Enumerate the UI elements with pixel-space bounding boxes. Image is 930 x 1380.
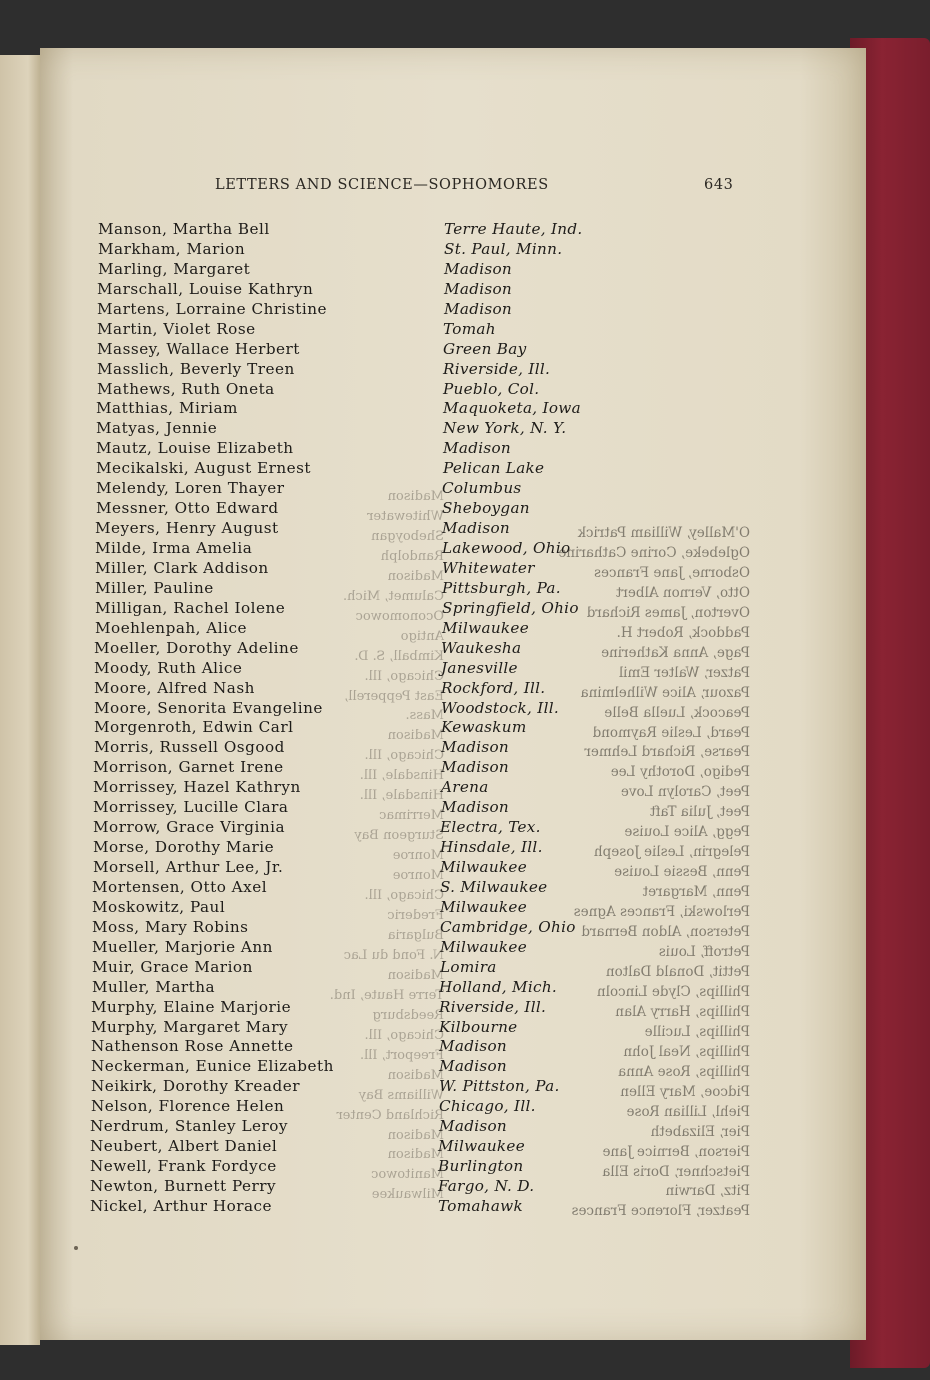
student-hometown: Springfield, Ohio — [442, 598, 579, 617]
student-name: Massey, Wallace Herbert — [97, 339, 300, 358]
ghost-line: Pegg, Alice Louise — [624, 824, 750, 841]
student-name: Morse, Dorothy Marie — [93, 838, 275, 857]
student-name: Morrison, Garnet Irene — [93, 758, 284, 777]
list-item — [0, 1137, 930, 1157]
list-item — [0, 878, 930, 898]
ghost-line: Peard, Leslie Raymond — [592, 724, 750, 741]
ghost-line: Hinsdale, Ill. — [359, 788, 444, 804]
ghost-line: Oconomowoc — [355, 608, 444, 624]
student-name: Marschall, Louise Kathryn — [97, 279, 314, 298]
student-hometown: Burlington — [438, 1157, 524, 1176]
ghost-line: Hinsdale, Ill. — [359, 768, 444, 784]
ghost-line: Pitz, Darwin — [665, 1183, 750, 1200]
student-name: Miller, Pauline — [95, 578, 214, 597]
ghost-line: Madison — [387, 1147, 444, 1163]
ghost-line: Paddock, Robert H. — [616, 624, 750, 641]
student-hometown: Madison — [444, 299, 513, 318]
ghost-line: Phillips, Neal John — [623, 1043, 750, 1060]
list-item — [0, 399, 930, 419]
student-name: Neikirk, Dorothy Kreader — [91, 1077, 300, 1096]
ghost-line: Pelegrin, Leslie Joseph — [593, 844, 750, 861]
list-item — [0, 579, 930, 599]
ghost-line: Antigo — [400, 628, 444, 644]
student-list — [0, 220, 930, 1217]
list-item — [0, 559, 930, 579]
student-name: Nathenson Rose Annette — [91, 1037, 294, 1056]
student-hometown: Milwaukee — [440, 858, 527, 876]
list-item — [0, 838, 930, 858]
student-hometown: Pueblo, Col. — [443, 379, 540, 398]
ghost-line: Madison — [387, 568, 444, 584]
student-hometown: Milwaukee — [440, 937, 527, 956]
list-item — [0, 699, 930, 719]
student-name: Martens, Lorraine Christine — [97, 299, 327, 318]
list-item — [0, 1077, 930, 1097]
student-hometown: Maquoketa, Iowa — [443, 399, 581, 418]
ghost-line: Sheboygan — [371, 528, 444, 544]
student-hometown: Pelican Lake — [443, 459, 545, 478]
list-item — [0, 858, 930, 878]
student-name: Newell, Frank Fordyce — [90, 1157, 277, 1176]
list-item — [0, 599, 930, 619]
ghost-line: Page, Anna Katherine — [601, 644, 750, 661]
list-item — [0, 539, 930, 559]
student-hometown: Milwaukee — [442, 618, 529, 637]
ghost-line: East Pepperell, Mass. — [344, 688, 444, 724]
student-hometown: Lakewood, Ohio — [442, 539, 571, 557]
ghost-line: Madison — [387, 489, 444, 504]
student-name: Manson, Martha Bell — [98, 220, 270, 238]
list-item — [0, 1117, 930, 1137]
student-name: Milligan, Rachel Iolene — [95, 598, 286, 617]
list-item — [0, 619, 930, 639]
ghost-line: Madison — [387, 1127, 444, 1143]
student-hometown: Madison — [442, 519, 511, 538]
student-hometown: Fargo, N. D. — [438, 1177, 535, 1195]
list-item — [0, 758, 930, 778]
student-name: Messner, Otto Edward — [96, 499, 279, 518]
ghost-line: Piehl, Lillian Rose — [626, 1103, 750, 1120]
student-name: Murphy, Margaret Mary — [91, 1017, 289, 1036]
student-hometown: Holland, Mich. — [439, 977, 558, 996]
student-hometown: Madison — [444, 279, 513, 298]
student-name: Morrissey, Hazel Kathryn — [93, 778, 301, 797]
list-item — [0, 260, 930, 280]
list-item — [0, 679, 930, 699]
ghost-line: Overton, James Richard — [586, 604, 750, 621]
student-hometown: Riverside, Ill. — [439, 997, 547, 1016]
ghost-line: Penn, Margaret — [642, 884, 750, 901]
ghost-line: Calumet, Mich. — [343, 588, 444, 604]
ghost-line: Petroff, Louis — [658, 944, 750, 961]
ghost-line: Pier, Elizabeth — [650, 1123, 750, 1140]
student-name: Marling, Margaret — [98, 259, 251, 278]
list-item — [0, 738, 930, 758]
ghost-line: Manitowoc — [371, 1167, 444, 1183]
student-hometown: Madison — [443, 439, 512, 458]
list-item — [0, 918, 930, 938]
student-hometown: Whitewater — [442, 558, 535, 577]
student-hometown: S. Milwaukee — [440, 877, 548, 896]
student-hometown: Terre Haute, Ind. — [444, 220, 583, 238]
list-item — [0, 220, 930, 240]
list-item — [0, 659, 930, 679]
list-item — [0, 439, 930, 459]
student-hometown: Tomah — [443, 319, 496, 338]
ghost-line: Frederic — [387, 908, 444, 924]
student-name: Meyers, Henry August — [95, 519, 279, 538]
student-name: Morgenroth, Edwin Carl — [94, 718, 294, 737]
student-hometown: Madison — [441, 738, 510, 757]
ghost-line: Kimball, S. D. — [354, 648, 444, 664]
list-item — [0, 479, 930, 499]
student-name: Martin, Violet Rose — [97, 319, 256, 338]
list-item — [0, 1097, 930, 1117]
list-item — [0, 998, 930, 1018]
student-hometown: Madison — [441, 798, 510, 817]
ghost-line: Pierson, Bernice Jane — [602, 1143, 750, 1160]
student-hometown: Kewaskum — [441, 718, 527, 737]
student-hometown: Riverside, Ill. — [443, 359, 551, 378]
list-item — [0, 818, 930, 838]
ghost-line: Osborne, Jane Frances — [594, 564, 750, 581]
list-item — [0, 380, 930, 400]
list-item — [0, 320, 930, 340]
student-hometown: Chicago, Ill. — [439, 1097, 536, 1116]
ghost-line: Madison — [387, 1067, 444, 1083]
student-hometown: Madison — [439, 1057, 508, 1076]
student-name: Nelson, Florence Helen — [91, 1097, 285, 1116]
student-name: Melendy, Loren Thayer — [96, 479, 285, 498]
student-hometown: Madison — [444, 259, 513, 278]
student-name: Moeller, Dorothy Adeline — [94, 638, 299, 657]
ghost-line: Freeport, Ill. — [359, 1047, 444, 1063]
ghost-line: Pearse, Richard Lehmer — [584, 744, 750, 761]
list-item — [0, 778, 930, 798]
show-through-left — [324, 487, 444, 1205]
student-name: Muller, Martha — [92, 977, 216, 996]
ghost-line: Phillips, Harry Alan — [615, 1003, 750, 1020]
list-item — [0, 718, 930, 738]
ghost-line: Merrimac — [379, 808, 444, 824]
list-item — [0, 340, 930, 360]
list-item — [0, 639, 930, 659]
ghost-line: Pietschner, Doris Ella — [602, 1163, 750, 1180]
list-item — [0, 419, 930, 439]
ghost-line: Peatzer, Florence Frances — [571, 1203, 750, 1220]
ghost-line: Peet, Julia Taft — [650, 804, 750, 821]
student-name: Murphy, Elaine Marjorie — [91, 997, 292, 1016]
student-name: Nickel, Arthur Horace — [90, 1196, 273, 1215]
ghost-line: O'Malley, William Patrick — [577, 525, 750, 541]
list-item — [0, 519, 930, 539]
student-name: Moore, Alfred Nash — [94, 678, 255, 697]
list-item — [0, 240, 930, 260]
student-hometown: Pittsburgh, Pa. — [442, 578, 561, 597]
student-name: Mecikalski, August Ernest — [96, 459, 312, 478]
student-name: Muir, Grace Marion — [92, 957, 253, 976]
ghost-line: Reedsburg — [372, 1007, 444, 1023]
list-item — [0, 459, 930, 479]
ghost-line: Randolph — [380, 548, 444, 564]
ghost-line: Chicago, Ill. — [364, 748, 444, 764]
page-speck — [74, 1246, 78, 1250]
student-name: Mortensen, Otto Axel — [92, 877, 268, 896]
student-name: Matthias, Miriam — [96, 399, 238, 418]
ghost-line: Whitewater — [367, 508, 444, 524]
student-name: Morsell, Arthur Lee, Jr. — [93, 858, 284, 876]
student-name: Morrissey, Lucille Clara — [93, 798, 289, 817]
ghost-line: Phillips, Clyde Lincoln — [596, 983, 750, 1000]
list-item — [0, 1018, 930, 1038]
ghost-line: Madison — [387, 967, 444, 983]
ghost-line: Williams Bay — [358, 1087, 444, 1103]
ghost-line: Bulgaria — [387, 927, 444, 943]
ghost-line: Oglebeke, Corine Catharine — [558, 544, 750, 561]
student-name: Moss, Mary Robins — [92, 917, 249, 936]
student-name: Matyas, Jennie — [96, 419, 218, 438]
student-hometown: Woodstock, Ill. — [441, 698, 560, 717]
student-hometown: Tomahawk — [438, 1196, 523, 1215]
list-item — [0, 1157, 930, 1177]
ghost-line: Sturgeon Bay — [354, 828, 444, 844]
student-hometown: Hinsdale, Ill. — [440, 838, 543, 857]
ghost-line: Richland Center — [336, 1107, 444, 1123]
page-number: 643 — [704, 177, 734, 193]
student-hometown: Madison — [439, 1037, 508, 1056]
ghost-line: Pettit, Donald Dalton — [605, 963, 750, 980]
ghost-line: N. Fond du Lac — [343, 947, 444, 963]
list-item — [0, 1037, 930, 1057]
student-hometown: New York, N. Y. — [443, 419, 567, 438]
student-name: Moskowitz, Paul — [92, 897, 226, 916]
student-hometown: Milwaukee — [438, 1137, 525, 1156]
list-item — [0, 280, 930, 300]
student-hometown: Green Bay — [443, 339, 527, 358]
student-name: Moehlenpah, Alice — [95, 618, 247, 637]
ghost-line: Phillips, Rose Anna — [618, 1063, 750, 1080]
list-item — [0, 978, 930, 998]
student-name: Nerdrum, Stanley Leroy — [90, 1117, 289, 1136]
student-name: Mautz, Louise Elizabeth — [96, 439, 294, 458]
student-name: Mathews, Ruth Oneta — [97, 379, 275, 398]
list-item — [0, 360, 930, 380]
student-name: Masslich, Beverly Treen — [97, 359, 295, 378]
ghost-line: Otto, Vernon Albert — [616, 584, 750, 601]
ghost-line: Monroe — [392, 868, 444, 884]
list-item — [0, 499, 930, 519]
student-name: Neubert, Albert Daniel — [90, 1137, 278, 1156]
list-item — [0, 898, 930, 918]
ghost-line: Terre Haute, Ind. — [329, 987, 444, 1003]
ghost-line: Milwaukee — [371, 1187, 444, 1203]
student-hometown: Milwaukee — [440, 897, 527, 916]
student-name: Neckerman, Eunice Elizabeth — [91, 1057, 334, 1076]
show-through-right — [490, 524, 750, 1222]
ghost-line: Chicago, Ill. — [364, 1027, 444, 1043]
student-hometown: Columbus — [442, 479, 522, 498]
ghost-line: Penn, Bessie Louise — [614, 864, 750, 881]
list-item — [0, 1177, 930, 1197]
ghost-line: Chicago, Ill. — [364, 888, 444, 904]
list-item — [0, 798, 930, 818]
list-item — [0, 958, 930, 978]
student-hometown: Cambridge, Ohio — [440, 917, 576, 936]
ghost-line: Peacock, Luella Belle — [604, 704, 750, 721]
ghost-line: Pidcoe, Mary Ellen — [620, 1083, 750, 1100]
list-item — [0, 300, 930, 320]
ghost-line: Phillips, Lucille — [644, 1023, 750, 1040]
ghost-line: Pazour, Alice Wilhelmina — [580, 684, 750, 701]
student-name: Mueller, Marjorie Ann — [92, 937, 273, 956]
student-hometown: Kilbourne — [439, 1017, 518, 1036]
student-name: Morrow, Grace Virginia — [93, 818, 286, 837]
list-item — [0, 1057, 930, 1077]
ghost-line: Patzer, Walter Emil — [618, 664, 750, 681]
student-hometown: Madison — [439, 1117, 508, 1136]
list-item — [0, 938, 930, 958]
student-hometown: W. Pittston, Pa. — [439, 1077, 560, 1096]
student-name: Markham, Marion — [98, 239, 246, 258]
ghost-line: Madison — [387, 728, 444, 744]
student-hometown: Rockford, Ill. — [441, 678, 546, 697]
student-hometown: Janesville — [441, 658, 518, 677]
ghost-line: Pedigo, Dorothy Lee — [610, 764, 750, 781]
ghost-line: Chicago, Ill. — [364, 668, 444, 684]
student-name: Morris, Russell Osgood — [94, 738, 285, 757]
student-name: Milde, Irma Amelia — [95, 539, 253, 557]
student-hometown: Madison — [441, 758, 510, 777]
list-item — [0, 1197, 930, 1217]
student-name: Miller, Clark Addison — [95, 558, 269, 577]
ghost-line: Perlowski, Frances Agnes — [573, 904, 750, 921]
student-hometown: Lomira — [440, 957, 497, 976]
student-hometown: Electra, Tex. — [440, 818, 541, 837]
ghost-line: Peterson, Aldon Bernard — [581, 924, 750, 941]
student-hometown: Arena — [441, 778, 489, 797]
student-hometown: Sheboygan — [442, 499, 530, 518]
student-hometown: Waukesha — [441, 638, 522, 657]
ghost-line: Monroe — [392, 848, 444, 864]
student-name: Newton, Burnett Perry — [90, 1177, 277, 1195]
student-name: Moore, Senorita Evangeline — [94, 698, 323, 717]
student-hometown: St. Paul, Minn. — [444, 239, 563, 258]
header-title: LETTERS AND SCIENCE—SOPHOMORES — [215, 177, 549, 193]
student-name: Moody, Ruth Alice — [94, 658, 243, 677]
ghost-line: Peet, Carolyn Love — [620, 784, 750, 801]
